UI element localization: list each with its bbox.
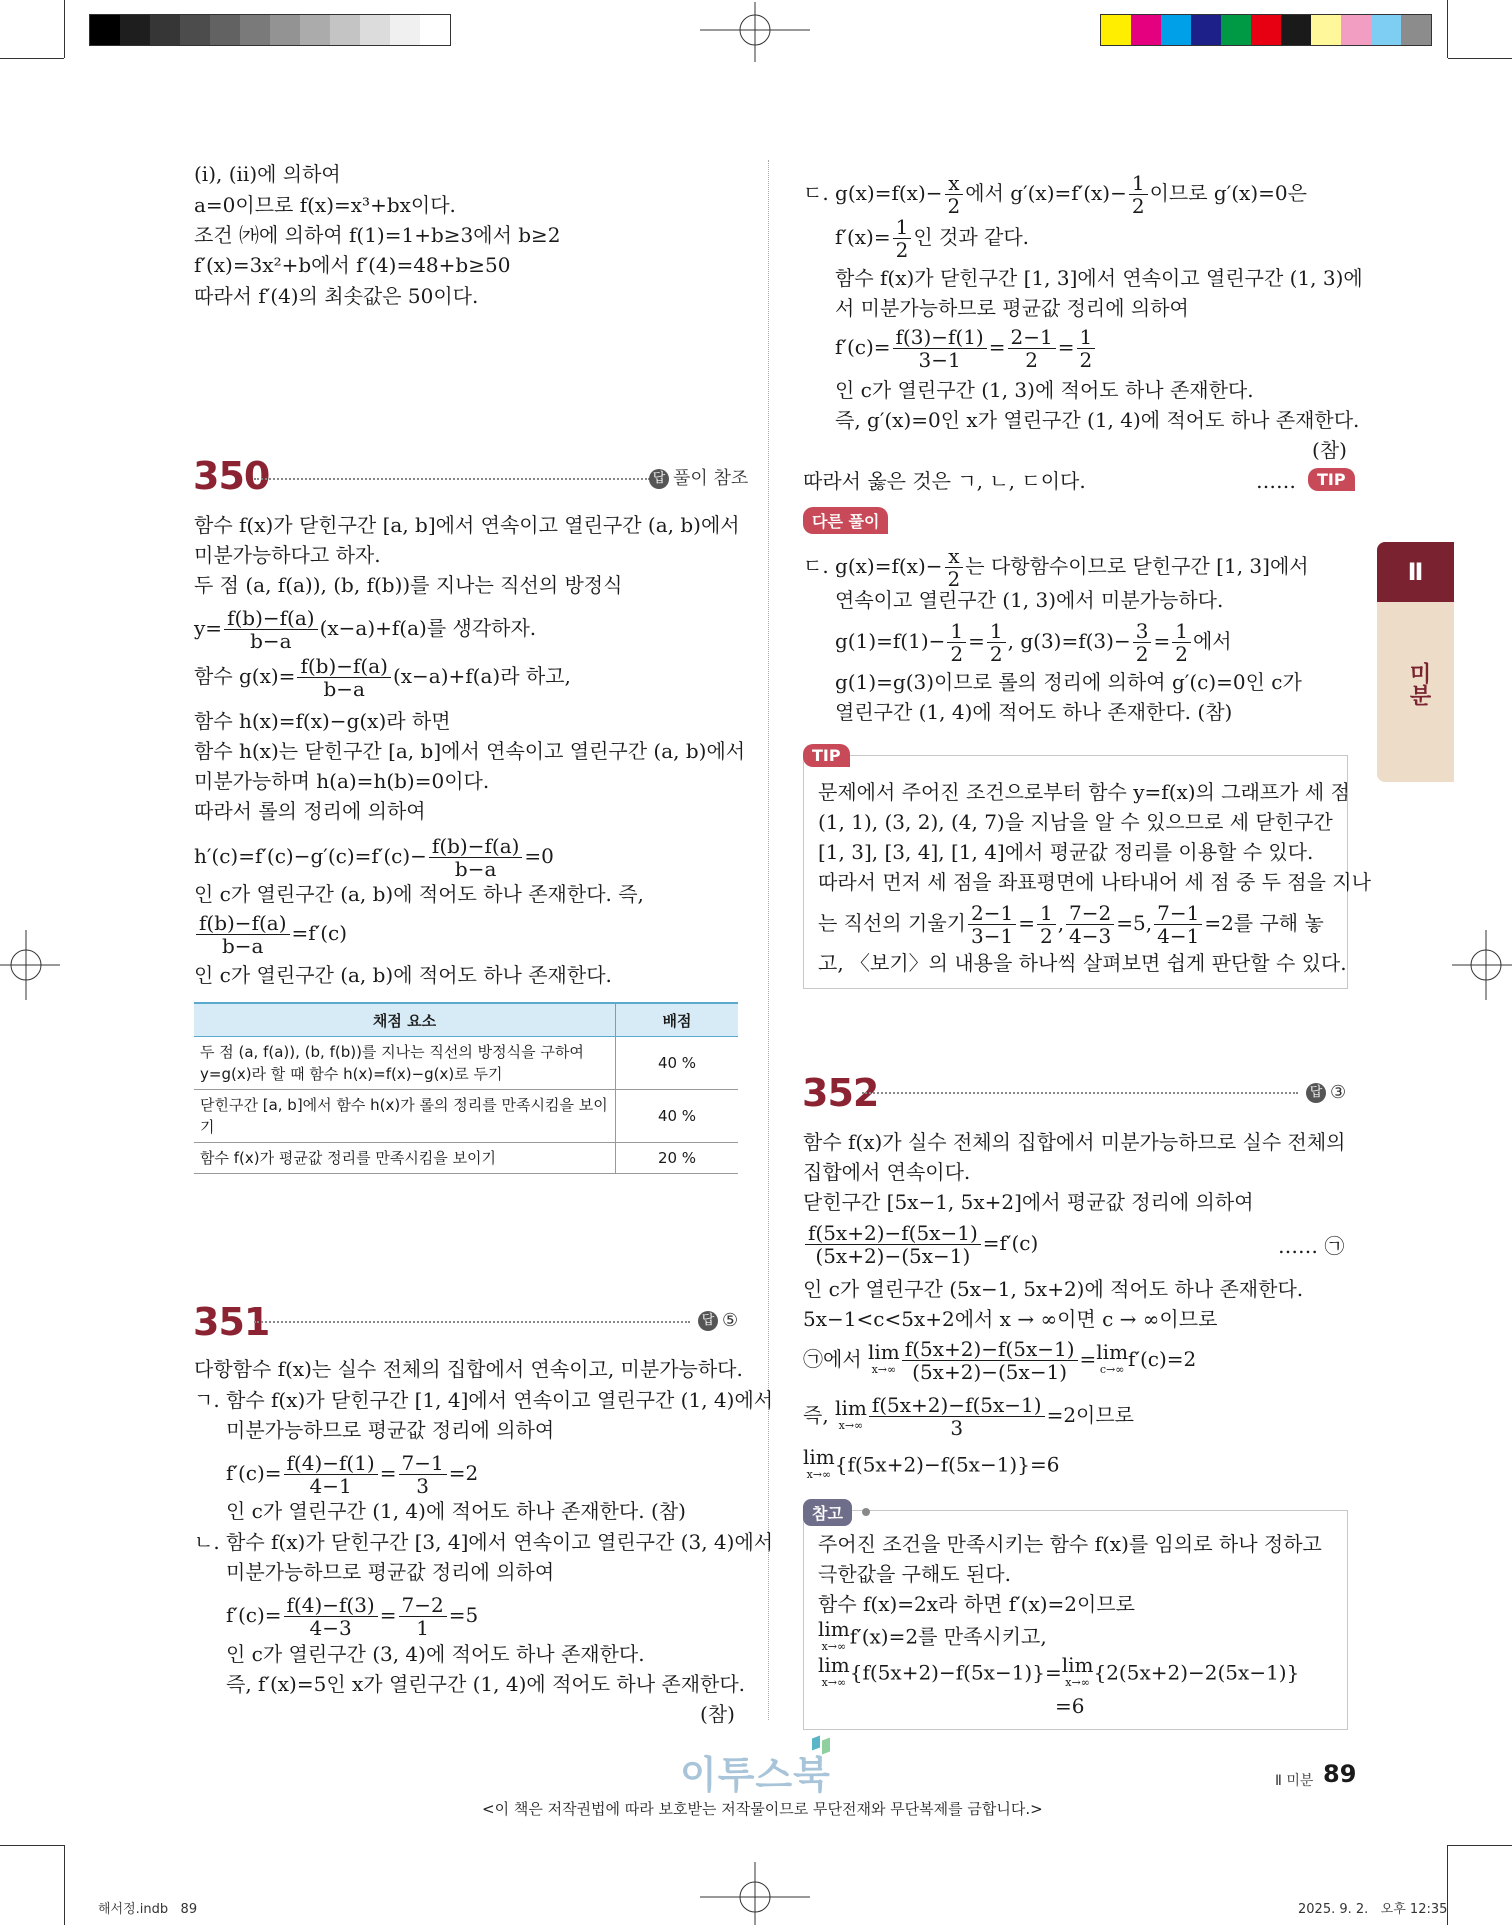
- denominator: 3−1: [970, 924, 1014, 948]
- gray-swatch: [330, 15, 360, 45]
- fraction: [1172, 620, 1191, 665]
- text: 에서: [1192, 629, 1232, 653]
- denominator: 2: [947, 567, 961, 591]
- answer-label: [698, 1310, 738, 1331]
- column-divider: [768, 160, 769, 1720]
- gray-swatch: [390, 15, 420, 45]
- numerator: 1: [1037, 902, 1056, 925]
- text-line: 두 점 (a, f(a)), (b, f(b))를 지나는 직선의 방정식: [194, 573, 623, 597]
- fraction: [893, 326, 987, 371]
- column-header: 채점 요소: [194, 1003, 616, 1037]
- denominator: 2: [950, 642, 964, 666]
- text-line: ㄴ. 함수 f(x)가 닫힌구간 [3, 4]에서 연속이고 열린구간 (3, 4)에서: [194, 1530, 774, 1554]
- denominator: b−a: [222, 934, 264, 958]
- numerator: 1: [1172, 620, 1191, 643]
- gray-swatch: [300, 15, 330, 45]
- fraction: [987, 620, 1006, 665]
- gray-swatch: [180, 15, 210, 45]
- fraction: [945, 172, 964, 217]
- answer-label: [649, 464, 748, 490]
- text-line: 함수 h(x)는 닫힌구간 [a, b]에서 연속이고 열린구간 (a, b)에서: [194, 739, 746, 763]
- fraction: [284, 1452, 378, 1497]
- color-swatch: [1371, 15, 1401, 45]
- lim-text: lim: [818, 1617, 850, 1641]
- reference-tag: 참고: [803, 1499, 852, 1526]
- numerator: 1: [1129, 172, 1148, 195]
- text: ㉠에서: [803, 1347, 862, 1371]
- fraction: [1066, 902, 1114, 947]
- numerator: f(b)−f(a): [224, 607, 318, 630]
- formula-line: [818, 1653, 1300, 1692]
- text-line: 함수 f(x)=2x라 하면 f′(x)=2이므로: [818, 1592, 1135, 1616]
- text: =f′(c): [982, 1231, 1039, 1255]
- numerator: 2−1: [968, 902, 1016, 925]
- alt-solution-tag: 다른 풀이: [803, 507, 888, 534]
- denominator: 3: [950, 1416, 964, 1440]
- numerator: f(b)−f(a): [297, 655, 391, 678]
- limit: [818, 1653, 850, 1692]
- denominator: 4−1: [309, 1474, 352, 1498]
- dot-icon: [862, 1508, 870, 1516]
- text: {f(5x+2)−f(5x−1)}=6: [834, 1452, 1060, 1477]
- text-line: 즉, f′(x)=5인 x가 열린구간 (1, 4)에 적어도 하나 존재한다.: [226, 1672, 746, 1696]
- table-cell-score: 20 %: [616, 1143, 739, 1174]
- text-line: 함수 f(x)가 닫힌구간 [a, b]에서 연속이고 열린구간 (a, b)에서: [194, 513, 740, 537]
- color-swatch: [1281, 15, 1311, 45]
- color-swatch: [1341, 15, 1371, 45]
- limit: [818, 1617, 850, 1656]
- denominator: 2: [1039, 924, 1053, 948]
- gray-swatch: [210, 15, 240, 45]
- formula-line: [194, 835, 554, 880]
- page-number: 89: [1323, 1760, 1357, 1788]
- limit: [1061, 1653, 1094, 1692]
- text-line: 다항함수 f(x)는 실수 전체의 집합에서 연속이고, 미분가능하다.: [194, 1357, 743, 1381]
- formula-line: [803, 1394, 1134, 1439]
- fraction: [805, 1222, 981, 1267]
- lim-subscript: x→∞: [871, 1362, 897, 1376]
- numerator: f(4)−f(1): [284, 1452, 378, 1475]
- text: f′(c)=: [226, 1603, 282, 1627]
- limit: [803, 1445, 835, 1484]
- formula-line: [803, 1338, 1196, 1383]
- cell-text: y=g(x)라 할 때 함수 h(x)=f(x)−g(x)로 두기: [200, 1065, 503, 1083]
- fraction: [1008, 326, 1056, 371]
- numerator: x: [945, 545, 964, 568]
- denominator: 2: [1135, 642, 1149, 666]
- side-tab-body: [1377, 602, 1454, 782]
- text-line: 함수 h(x)=f(x)−g(x)라 하면: [194, 709, 451, 733]
- text-line: 닫힌구간 [5x−1, 5x+2]에서 평균값 정리에 의하여: [803, 1190, 1254, 1214]
- text: y=: [194, 616, 223, 640]
- formula-line: [803, 172, 1307, 217]
- denominator: 4−3: [309, 1616, 352, 1640]
- gray-swatch: [360, 15, 390, 45]
- publisher-logo: 이투스북: [680, 1753, 831, 1797]
- text-line: 따라서 롤의 정리에 의하여: [194, 799, 426, 823]
- table-row: [194, 1037, 738, 1090]
- text-line: 연속이고 열린구간 (1, 3)에서 미분가능하다.: [835, 588, 1224, 612]
- cell-text: 두 점 (a, f(a)), (b, f(b))를 지나는 직선의 방정식을 구하여: [200, 1043, 584, 1061]
- text: 이므로 g′(x)=0은: [1149, 181, 1307, 205]
- text: =: [1018, 911, 1035, 935]
- text: {f(5x+2)−f(5x−1)}=: [849, 1660, 1062, 1685]
- formula-line: [226, 1452, 478, 1497]
- formula-line: [803, 1445, 1060, 1484]
- gray-swatch: [240, 15, 270, 45]
- text: =: [379, 1603, 397, 1627]
- text: 인 것과 같다.: [913, 225, 1030, 249]
- lim-text: lim: [835, 1395, 867, 1420]
- leader-dots: [254, 478, 650, 480]
- table-header-row: [194, 1003, 738, 1037]
- color-swatch: [1251, 15, 1281, 45]
- text-line: 인 c가 열린구간 (a, b)에 적어도 하나 존재한다. 즉,: [194, 882, 644, 906]
- color-swatch: [1221, 15, 1251, 45]
- text-line: 즉, g′(x)=0인 x가 열린구간 (1, 4)에 적어도 하나 존재한다.: [835, 408, 1360, 432]
- text-line: (1, 1), (3, 2), (4, 7)을 지남을 알 수 있으므로 세 닫힌구간: [818, 810, 1333, 834]
- text-line: 따라서 f′(4)의 최솟값은 50이다.: [194, 284, 479, 308]
- text: {2(5x+2)−2(5x−1)}: [1093, 1660, 1300, 1685]
- numerator: f(5x+2)−f(5x−1): [805, 1222, 981, 1245]
- numerator: 7−2: [399, 1594, 447, 1617]
- problem-number: 351: [193, 1300, 270, 1344]
- text: , g(3)=f(3)−: [1007, 629, 1131, 653]
- denominator: b−a: [250, 629, 292, 653]
- numerator: 2−1: [1008, 326, 1056, 349]
- numerator: 7−2: [1066, 902, 1114, 925]
- numerator: 7−1: [399, 1452, 447, 1475]
- lim-subscript: x→∞: [821, 1676, 847, 1689]
- text: g(1)=f(1)−: [835, 629, 946, 653]
- color-swatch: [1101, 15, 1131, 45]
- text: (x−a)+f(a)라 하고,: [392, 664, 571, 688]
- text-line: 서 미분가능하므로 평균값 정리에 의하여: [835, 296, 1189, 320]
- answer-text: 풀이 참조: [673, 468, 749, 489]
- text: 에서 g′(x)=f′(x)−: [965, 181, 1127, 205]
- fraction: [1037, 902, 1056, 947]
- text: (x−a)+f(a)를 생각하자.: [319, 616, 537, 640]
- fraction: [869, 1394, 1045, 1439]
- denominator: 2: [1079, 348, 1093, 372]
- text-line: 함수 f(x)가 닫힌구간 [1, 3]에서 연속이고 열린구간 (1, 3)에: [835, 266, 1363, 290]
- color-swatch: [1401, 15, 1431, 45]
- text-line: 고, 〈보기〉의 내용을 하나씩 살펴보면 쉽게 판단할 수 있다.: [818, 951, 1347, 975]
- text: =2를 구해 놓: [1204, 911, 1324, 935]
- lim-subscript: x→∞: [838, 1418, 864, 1432]
- table-cell-score: 40 %: [616, 1037, 739, 1090]
- numerator: f(3)−f(1): [893, 326, 987, 349]
- text: ,: [1057, 911, 1065, 935]
- fraction: [1154, 902, 1202, 947]
- answer-text: ③: [1330, 1082, 1347, 1103]
- text: ㄷ. g(x)=f(x)−: [803, 554, 943, 578]
- fraction: [196, 912, 290, 957]
- text: f′(c)=: [835, 335, 891, 359]
- text-line: g(1)=g(3)이므로 롤의 정리에 의하여 g′(c)=0인 c가: [835, 670, 1302, 694]
- numerator: 7−1: [1154, 902, 1202, 925]
- fraction: [399, 1594, 447, 1639]
- numerator: f(4)−f(3): [284, 1594, 378, 1617]
- denominator: 4−1: [1157, 924, 1200, 948]
- text: =: [968, 629, 985, 653]
- limit: [868, 1339, 900, 1379]
- text-line: ㄱ. 함수 f(x)가 닫힌구간 [1, 4]에서 연속이고 열린구간 (1, 4)에서: [194, 1388, 774, 1412]
- tip-tag: TIP: [803, 744, 850, 767]
- numerator: f(5x+2)−f(5x−1): [902, 1338, 1078, 1361]
- fraction: [902, 1338, 1078, 1383]
- formula-line: [835, 216, 1029, 261]
- answer-label: [1306, 1082, 1346, 1103]
- text: f′(x)=2를 만족시키고,: [849, 1624, 1047, 1649]
- leader-dots: [862, 1092, 1298, 1094]
- denominator: 1: [416, 1616, 429, 1640]
- text: h′(c)=f′(c)−g′(c)=f′(c)−: [194, 844, 427, 868]
- fraction: [1133, 620, 1152, 665]
- table-cell-score: 40 %: [616, 1090, 739, 1143]
- gray-swatch: [420, 15, 450, 45]
- text: =2이므로: [1046, 1403, 1135, 1427]
- logo-flag-icon: [822, 1738, 830, 1755]
- registration-mark-right: [1452, 930, 1512, 1000]
- print-timestamp: 2025. 9. 2. 오후 12:35: [1298, 1902, 1448, 1917]
- column-header: 배점: [616, 1003, 739, 1037]
- formula-line: [226, 1594, 478, 1639]
- numerator: 1: [947, 620, 966, 643]
- numerator: f(5x+2)−f(5x−1): [869, 1394, 1045, 1417]
- text-line: (ⅰ), (ⅱ)에 의하여: [194, 162, 341, 186]
- denominator: (5x+2)−(5x−1): [912, 1360, 1068, 1384]
- equation-marker: …… ㉠: [1278, 1234, 1345, 1258]
- text-line: 인 c가 열린구간 (1, 3)에 적어도 하나 존재한다.: [835, 378, 1254, 402]
- formula-line: [194, 607, 536, 652]
- answer-badge-icon: 답: [1306, 1083, 1326, 1103]
- side-tab-label: 미분: [1406, 662, 1431, 706]
- problem-number: 352: [802, 1071, 879, 1115]
- fraction: [284, 1594, 378, 1639]
- denominator: 3−1: [918, 348, 961, 372]
- limit: [835, 1395, 867, 1435]
- text-line: 함수 f(x)가 실수 전체의 집합에서 미분가능하므로 실수 전체의: [803, 1130, 1346, 1154]
- table-cell: 닫힌구간 [a, b]에서 함수 h(x)가 롤의 정리를 만족시킴을 보이기: [194, 1090, 616, 1143]
- text: =5: [448, 1603, 479, 1627]
- table-row: [194, 1143, 738, 1174]
- text-line: 따라서 먼저 세 점을 좌표평면에 나타내어 세 점 중 두 점을 지나: [818, 870, 1371, 894]
- side-tab-roman: Ⅱ: [1377, 542, 1454, 602]
- formula-line: [818, 1617, 1047, 1656]
- color-swatch: [1131, 15, 1161, 45]
- fraction: [968, 902, 1016, 947]
- fraction: [945, 545, 964, 590]
- tip-reference-tag: TIP: [1308, 468, 1355, 491]
- text-line: 따라서 옳은 것은 ㄱ, ㄴ, ㄷ이다.: [803, 469, 1086, 493]
- text-line: 미분가능하므로 평균값 정리에 의하여: [226, 1418, 555, 1442]
- text-line: 열린구간 (1, 4)에 적어도 하나 존재한다. (참): [835, 700, 1233, 724]
- denominator: 3: [416, 1474, 429, 1498]
- color-swatch: [1311, 15, 1341, 45]
- numerator: 1: [1077, 326, 1096, 349]
- text: f′(x)=: [835, 225, 891, 249]
- text-line: 미분가능하다고 하자.: [194, 543, 381, 567]
- lim-text: lim: [818, 1653, 850, 1677]
- numerator: f(b)−f(a): [429, 835, 523, 858]
- text-line: 미분가능하므로 평균값 정리에 의하여: [226, 1560, 555, 1584]
- color-calibration-bar: [1100, 14, 1432, 46]
- denominator: 4−3: [1069, 924, 1112, 948]
- chapter-label: Ⅱ 미분: [1275, 1773, 1314, 1789]
- text: f′(c)=2: [1128, 1347, 1197, 1371]
- formula-line: [835, 620, 1232, 665]
- gray-swatch: [90, 15, 120, 45]
- table-cell: 함수 f(x)가 평균값 정리를 만족시킴을 보이기: [194, 1143, 616, 1174]
- text-line: a=0이므로 f(x)=x³+bx이다.: [194, 193, 456, 217]
- lim-subscript: c→∞: [1099, 1362, 1125, 1376]
- fraction: [297, 655, 391, 700]
- text-line: 문제에서 주어진 조건으로부터 함수 y=f(x)의 그래프가 세 점: [818, 780, 1350, 804]
- text-line: =6: [1055, 1694, 1085, 1718]
- lim-text: lim: [1061, 1653, 1094, 1677]
- text: f′(c)=: [226, 1461, 282, 1485]
- fraction: [1129, 172, 1148, 217]
- numerator: 1: [987, 620, 1006, 643]
- gray-swatch: [150, 15, 180, 45]
- text: =f′(c): [291, 921, 348, 945]
- text: 는 직선의 기울기: [818, 911, 966, 935]
- text: =: [379, 1461, 397, 1485]
- lim-subscript: x→∞: [806, 1468, 832, 1481]
- leader-dots: ……: [1256, 469, 1296, 493]
- formula-line: [194, 655, 571, 700]
- problem-number: 350: [193, 454, 270, 498]
- lim-subscript: x→∞: [821, 1640, 847, 1653]
- table-row: [194, 1090, 738, 1143]
- numerator: f(b)−f(a): [196, 912, 290, 935]
- formula-line: [803, 545, 1309, 590]
- limit: [1096, 1339, 1129, 1379]
- text-line: 조건 ㈎에 의하여 f(1)=1+b≥3에서 b≥2: [194, 223, 561, 247]
- gray-swatch: [120, 15, 150, 45]
- gray-swatch: [270, 15, 300, 45]
- numerator: x: [945, 172, 964, 195]
- numerator: 1: [893, 216, 912, 239]
- text: 함수 g(x)=: [194, 664, 296, 688]
- text-line: 5x−1<c<5x+2에서 x → ∞이면 c → ∞이므로: [803, 1307, 1218, 1331]
- denominator: (5x+2)−(5x−1): [815, 1244, 971, 1268]
- registration-mark-bottom: [700, 1862, 810, 1925]
- text-line: 극한값을 구해도 된다.: [818, 1562, 1011, 1586]
- text-line: 인 c가 열린구간 (a, b)에 적어도 하나 존재한다.: [194, 963, 612, 987]
- table-cell: [194, 1037, 616, 1090]
- text-line: (참): [700, 1702, 735, 1726]
- text-line: (참): [1312, 438, 1347, 462]
- text-line: f′(x)=3x²+b에서 f′(4)=48+b≥50: [194, 253, 511, 277]
- formula-line: [818, 902, 1324, 947]
- fraction: [947, 620, 966, 665]
- text: =0: [524, 844, 554, 868]
- lim-subscript: x→∞: [1065, 1676, 1090, 1689]
- registration-mark-top: [700, 2, 810, 62]
- leader-dots: [254, 1321, 690, 1323]
- lim-text: lim: [803, 1445, 835, 1469]
- fraction: [399, 1452, 447, 1497]
- denominator: 2: [1131, 194, 1145, 218]
- fraction: [429, 835, 523, 880]
- text: ㄷ. g(x)=f(x)−: [803, 181, 943, 205]
- denominator: b−a: [323, 677, 365, 701]
- text: 즉,: [803, 1403, 829, 1427]
- text: =5,: [1116, 911, 1153, 935]
- registration-mark-left: [0, 930, 60, 1000]
- denominator: 2: [895, 238, 909, 262]
- formula-line: [803, 1222, 1038, 1267]
- answer-badge-icon: 답: [649, 469, 669, 489]
- fraction: [224, 607, 318, 652]
- denominator: b−a: [454, 857, 497, 881]
- numerator: 3: [1133, 620, 1152, 643]
- text-line: 미분가능하며 h(a)=h(b)=0이다.: [194, 769, 490, 793]
- text-line: 인 c가 열린구간 (1, 4)에 적어도 하나 존재한다. (참): [226, 1499, 686, 1523]
- denominator: 2: [1025, 348, 1038, 372]
- denominator: 2: [1175, 642, 1188, 666]
- answer-badge-icon: 답: [698, 1311, 718, 1331]
- text-line: 인 c가 열린구간 (3, 4)에 적어도 하나 존재한다.: [226, 1642, 645, 1666]
- denominator: 2: [989, 642, 1003, 666]
- fraction: [1077, 326, 1096, 371]
- fraction: [893, 216, 912, 261]
- color-swatch: [1161, 15, 1191, 45]
- text: 는 다항함수이므로 닫힌구간 [1, 3]에서: [965, 554, 1309, 578]
- text-line: 집합에서 연속이다.: [803, 1160, 971, 1184]
- copyright-notice: <이 책은 저작권법에 따라 보호받는 저작물이므로 무단전재와 무단복제를 금합니다.>: [482, 1800, 1043, 1818]
- scoring-table: [194, 1002, 738, 1174]
- answer-text: ⑤: [722, 1310, 739, 1331]
- text: =2: [448, 1461, 479, 1485]
- text-line: 인 c가 열린구간 (5x−1, 5x+2)에 적어도 하나 존재한다.: [803, 1277, 1304, 1301]
- color-swatch: [1191, 15, 1221, 45]
- denominator: 2: [947, 194, 961, 218]
- text-line: 주어진 조건을 만족시키는 함수 f(x)를 임의로 하나 정하고: [818, 1532, 1322, 1556]
- formula-line: [194, 912, 347, 957]
- lim-text: lim: [1096, 1339, 1129, 1364]
- text-line: [1, 3], [3, 4], [1, 4]에서 평균값 정리를 이용할 수 있다.: [818, 840, 1314, 864]
- formula-line: f′(c)= $\frac{f(3)-f(1)}{3-1}$ = $\frac{2-1}{2}$ = $\frac{1}{2}$: [835, 326, 1097, 371]
- file-slug: 해서정.indb 89: [98, 1902, 198, 1917]
- lim-text: lim: [868, 1339, 900, 1364]
- text: =: [1153, 629, 1171, 653]
- gray-calibration-bar: [89, 14, 451, 46]
- text: =: [1079, 1347, 1097, 1371]
